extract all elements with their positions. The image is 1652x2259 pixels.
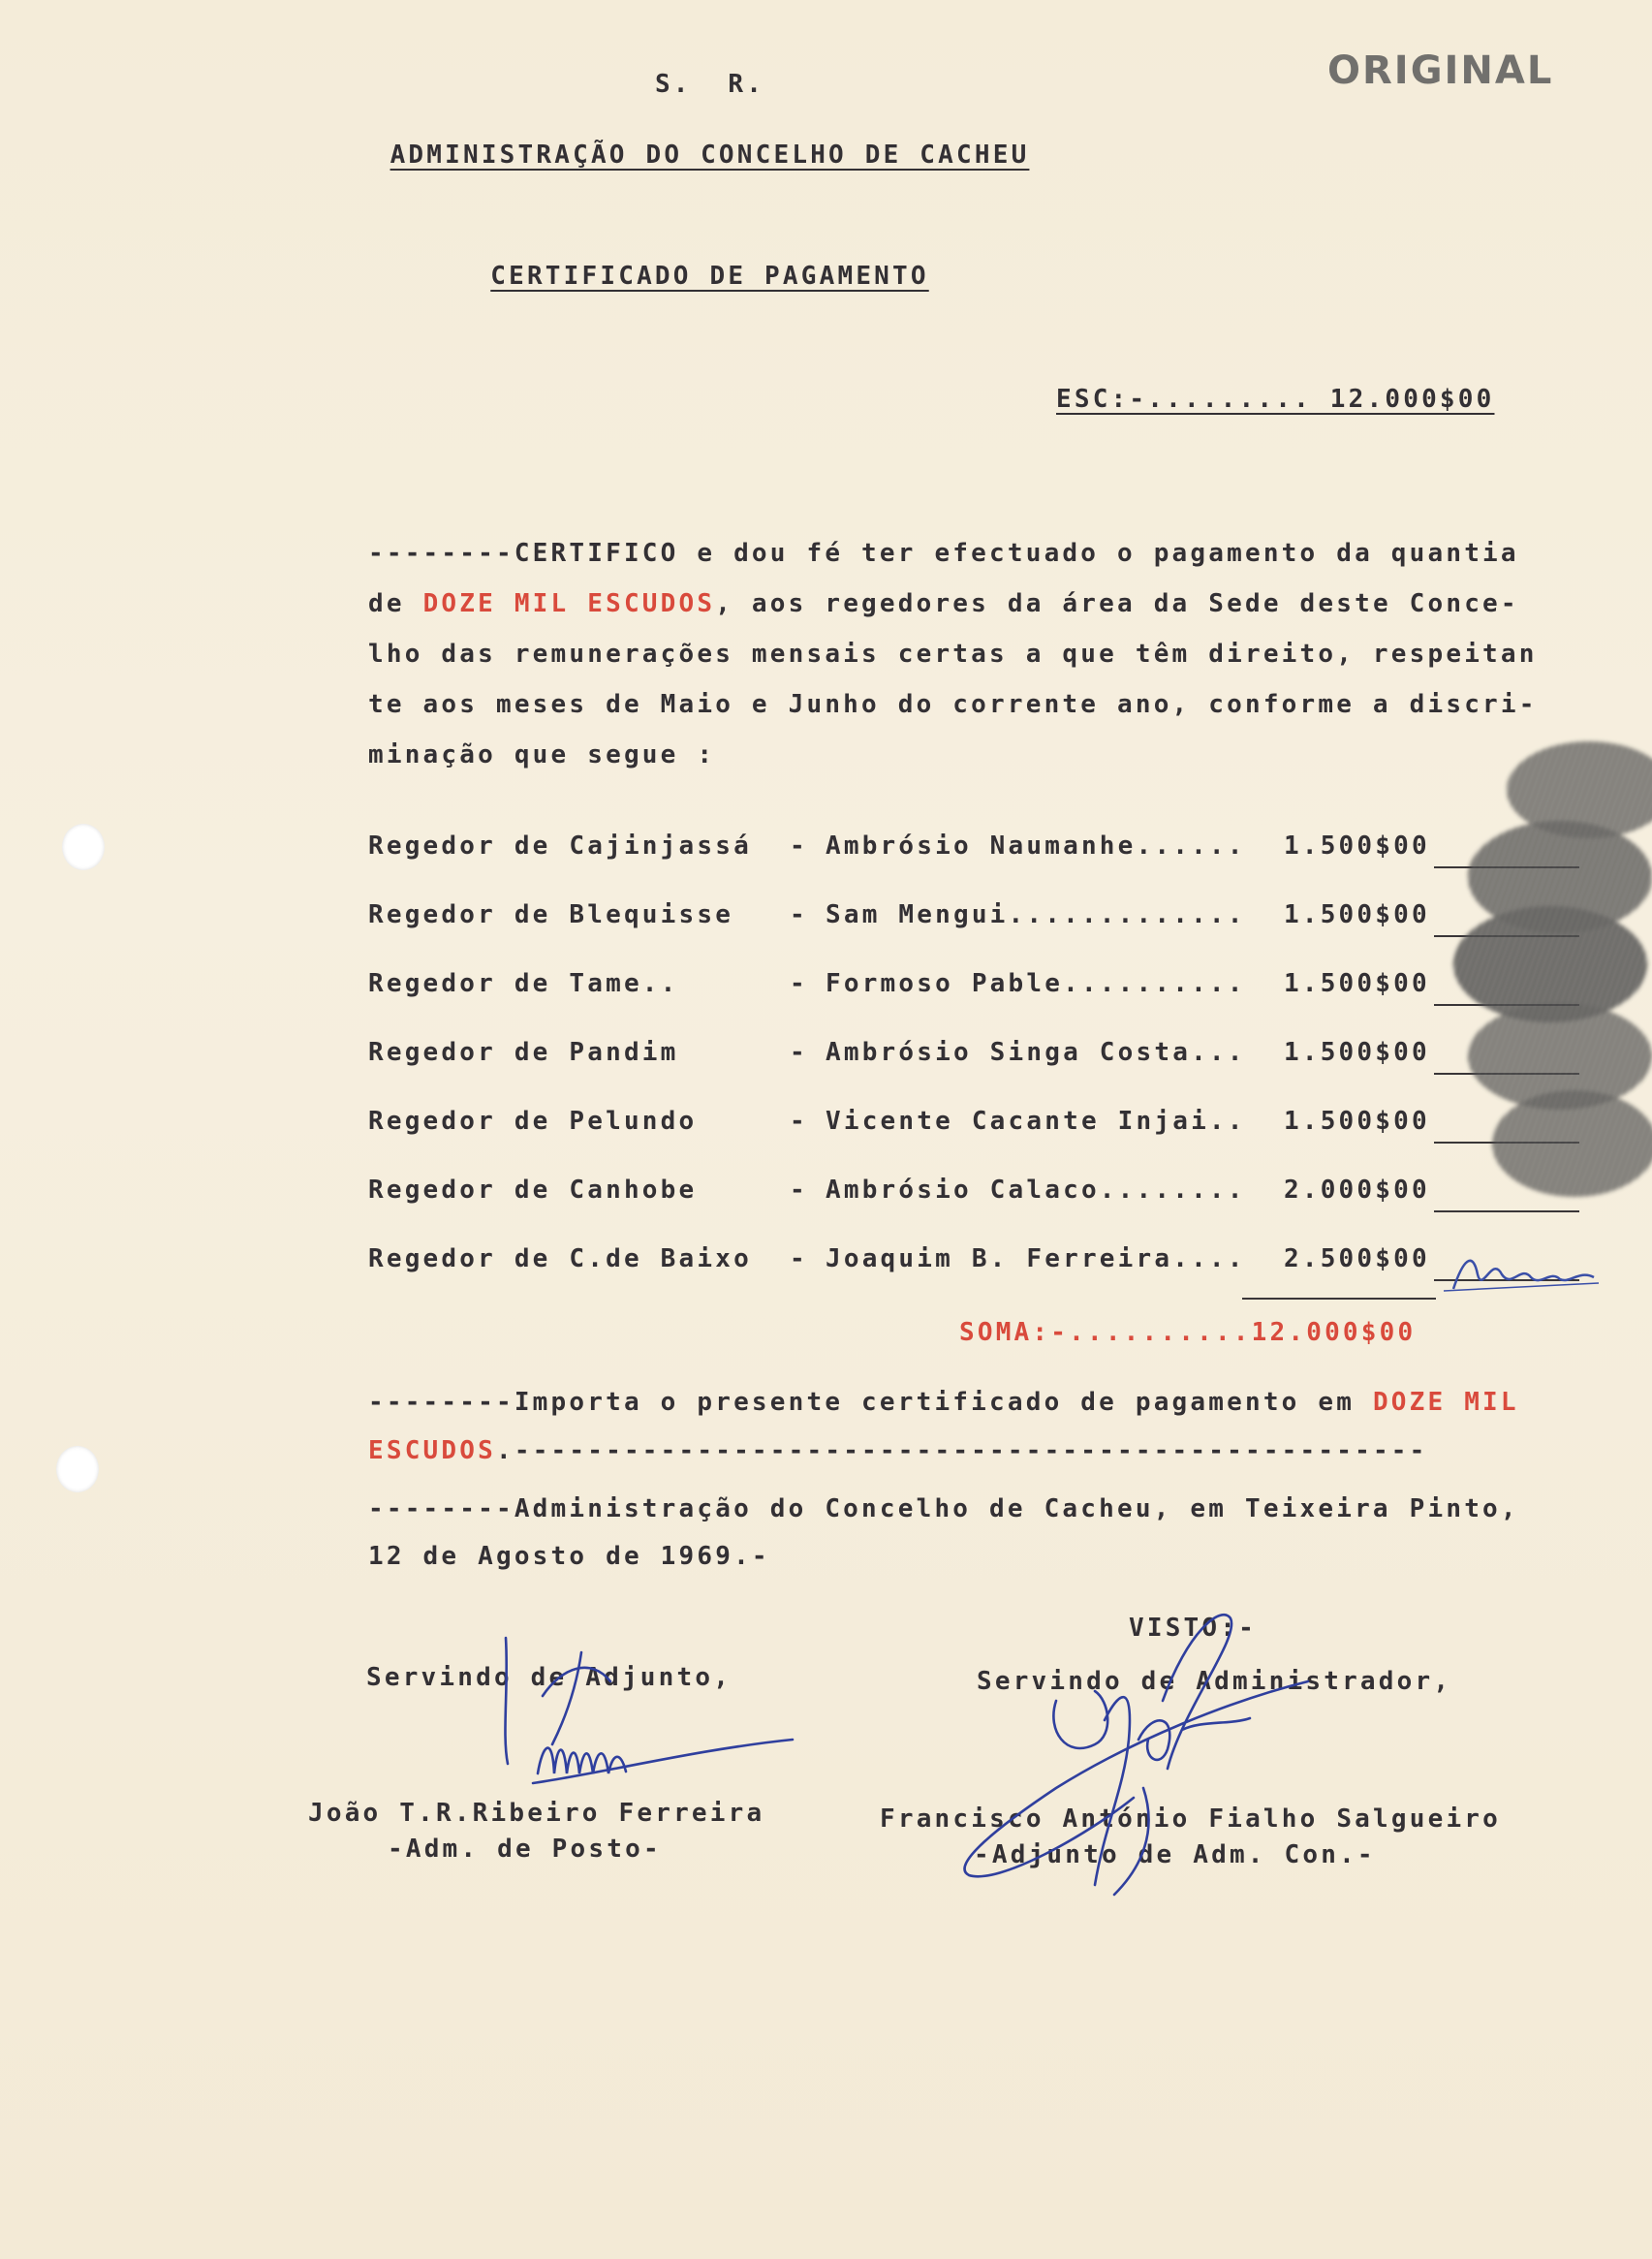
visto-label: VISTO:- bbox=[1129, 1614, 1257, 1643]
regedor-place: Regedor de Canhobe bbox=[368, 1176, 698, 1205]
regedor-place: Regedor de C.de Baixo bbox=[368, 1244, 752, 1273]
regedor-place: Regedor de Tame.. bbox=[368, 969, 679, 998]
fingerprints-image bbox=[1444, 717, 1652, 1299]
regedor-row: Regedor de Canhobe - Ambrósio Calaco........ 2.000$00 bbox=[368, 1176, 1531, 1214]
regedor-place: Regedor de Pelundo bbox=[368, 1107, 698, 1136]
regedor-value: 2.000$00 bbox=[1284, 1176, 1430, 1205]
header-administration: ADMINISTRAÇÃO DO CONCELHO DE CACHEU bbox=[390, 141, 1030, 170]
body-line-4: te aos meses de Maio e Junho do corrente ano, conforme a discri- bbox=[368, 690, 1538, 719]
left-signatory-name: João T.R.Ribeiro Ferreira bbox=[308, 1799, 765, 1828]
regedor-name: Formoso Pable.......... bbox=[826, 969, 1246, 998]
regedor-row: Regedor de Blequisse - Sam Mengui............. 1.500$00 bbox=[368, 900, 1531, 939]
regedor-row: Regedor de Pelundo - Vicente Cacante Injai.. 1.500$00 bbox=[368, 1107, 1531, 1145]
regedor-name: Ambrósio Calaco........ bbox=[826, 1176, 1246, 1205]
regedor-value: 1.500$00 bbox=[1284, 969, 1430, 998]
header-amount: ESC:-......... 12.000$00 bbox=[1056, 385, 1495, 414]
regedor-value: 1.500$00 bbox=[1284, 1038, 1430, 1067]
body-line-2: de DOZE MIL ESCUDOS, aos regedores da área da Sede deste Conce- bbox=[368, 589, 1519, 618]
regedor-name: Sam Mengui............. bbox=[826, 900, 1246, 929]
regedor-place: Regedor de Blequisse bbox=[368, 900, 734, 929]
right-signatory-title: -Adjunto de Adm. Con.- bbox=[974, 1840, 1376, 1869]
closing-line-1: --------Importa o presente certificado de pagamento em DOZE MIL bbox=[368, 1388, 1519, 1417]
regedor-value: 2.500$00 bbox=[1284, 1244, 1430, 1273]
body-line-3: lho das remunerações mensais certas a que têm direito, respeitan bbox=[368, 640, 1538, 669]
total-rule bbox=[1242, 1298, 1436, 1300]
row-signature-scribble bbox=[1424, 1240, 1618, 1299]
amount-words: DOZE MIL ESCUDOS bbox=[422, 589, 716, 618]
closing-date: 12 de Agosto de 1969.- bbox=[368, 1542, 770, 1571]
closing-line-2: ESCUDOS.-------------------------------------------------- bbox=[368, 1436, 1428, 1465]
closing-line-3: --------Administração do Concelho de Cacheu, em Teixeira Pinto, bbox=[368, 1494, 1519, 1523]
punch-hole bbox=[56, 1446, 99, 1492]
regedor-row: Regedor de Cajinjassá - Ambrósio Naumanhe...... 1.500$00 bbox=[368, 831, 1531, 870]
regedor-row: Regedor de C.de Baixo - Joaquim B. Ferreira.... 2.500$00 bbox=[368, 1244, 1531, 1283]
regedor-value: 1.500$00 bbox=[1284, 831, 1430, 861]
regedor-name: Ambrósio Singa Costa... bbox=[826, 1038, 1246, 1067]
regedor-value: 1.500$00 bbox=[1284, 900, 1430, 929]
regedor-row: Regedor de Tame.. - Formoso Pable.......... 1.500$00 bbox=[368, 969, 1531, 1008]
regedor-value: 1.500$00 bbox=[1284, 1107, 1430, 1136]
left-handwritten-signature bbox=[484, 1628, 814, 1822]
total-sum: SOMA:-..........12.000$00 bbox=[959, 1318, 1417, 1347]
left-signatory-title: -Adm. de Posto- bbox=[388, 1835, 662, 1864]
body-line-5: minação que segue : bbox=[368, 740, 716, 769]
regedor-row: Regedor de Pandim - Ambrósio Singa Costa... 1.500$00 bbox=[368, 1038, 1531, 1077]
header-sr: S. R. bbox=[654, 70, 765, 99]
body-line-1: --------CERTIFICO e dou fé ter efectuado o pagamento da quantia bbox=[368, 539, 1519, 568]
right-signatory-name: Francisco António Fialho Salgueiro bbox=[880, 1804, 1502, 1834]
right-handwritten-signature bbox=[940, 1594, 1386, 1914]
regedor-name: Joaquim B. Ferreira.... bbox=[826, 1244, 1246, 1273]
original-stamp: ORIGINAL bbox=[1327, 48, 1554, 93]
left-role: Servindo de Adjunto, bbox=[366, 1663, 732, 1692]
right-role: Servindo de Administrador, bbox=[977, 1667, 1452, 1696]
regedor-name: Vicente Cacante Injai.. bbox=[826, 1107, 1246, 1136]
regedor-name: Ambrósio Naumanhe...... bbox=[826, 831, 1246, 861]
regedor-place: Regedor de Cajinjassá bbox=[368, 831, 752, 861]
regedor-place: Regedor de Pandim bbox=[368, 1038, 679, 1067]
punch-hole bbox=[62, 824, 105, 870]
document-title: CERTIFICADO DE PAGAMENTO bbox=[490, 262, 929, 291]
